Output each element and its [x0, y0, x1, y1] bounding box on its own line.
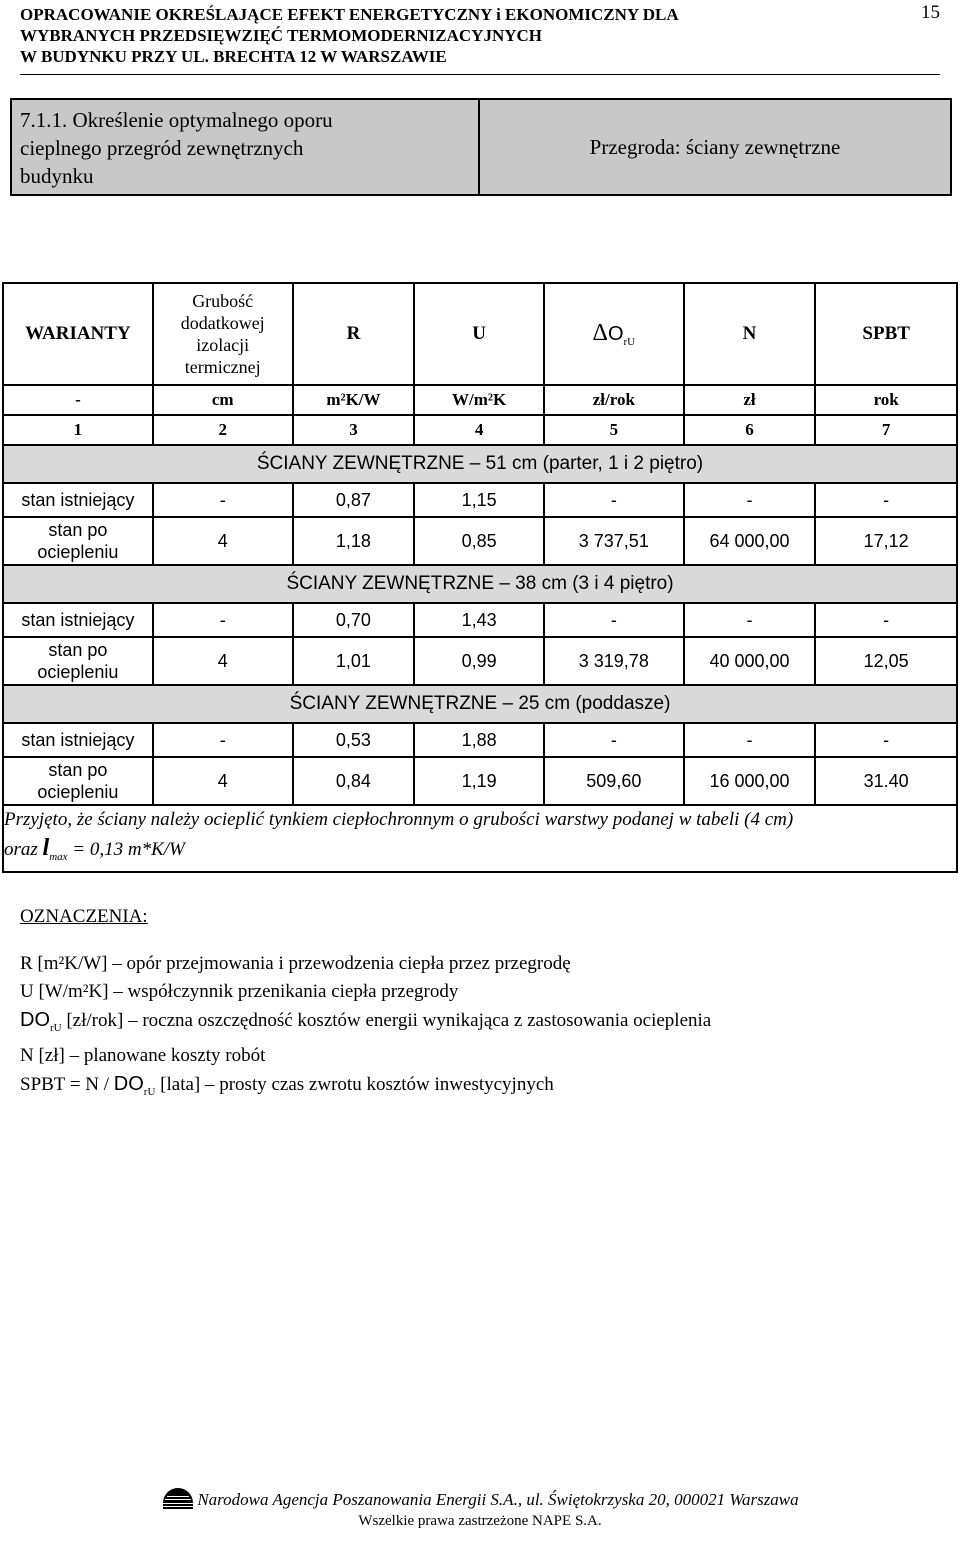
cell-spbt: 17,12	[815, 517, 957, 565]
unit-cell: zł	[684, 385, 816, 415]
row-label: stan istniejący	[3, 483, 153, 517]
footer-line-2: Wszelkie prawa zastrzeżone NAPE S.A.	[358, 1513, 602, 1529]
row-label-line-2: ociepleniu	[37, 782, 119, 802]
row-label-line-2: ociepleniu	[37, 662, 119, 682]
section-row	[3, 565, 957, 603]
delta-symbol: Δ	[592, 320, 608, 347]
document-header-title	[20, 4, 880, 67]
o-subscript: rU	[623, 335, 636, 348]
cell-u: 1,15	[414, 483, 544, 517]
cell-r: 0,84	[293, 757, 415, 805]
table-row-existing	[3, 603, 957, 637]
page-number: 15	[921, 2, 940, 23]
legend-item-n	[20, 1042, 940, 1070]
unit-cell: zł/rok	[544, 385, 684, 415]
cell-r: 0,87	[293, 483, 415, 517]
o-symbol: O	[607, 323, 624, 346]
legend-text: – planowane koszty robót	[64, 1044, 266, 1066]
section-row-title: ŚCIANY ZEWNĘTRZNE – 38 cm (3 i 4 piętro)	[3, 565, 957, 603]
legend-symbol-sub: rU	[50, 1021, 62, 1034]
cell-spbt: -	[815, 603, 957, 637]
units-row	[3, 385, 957, 415]
cell-delta-o: 509,60	[544, 757, 684, 805]
legend-item-spbt	[20, 1070, 940, 1106]
partition-label: Przegroda: ściany zewnętrzne	[589, 134, 841, 159]
legend-symbol: [lata]	[155, 1073, 201, 1095]
legend-symbol: [zł/rok]	[61, 1010, 124, 1031]
column-number: 3	[293, 415, 415, 445]
legend-title: OZNACZENIA:	[20, 906, 148, 927]
unit-cell: W/m²K	[414, 385, 544, 415]
cell-delta-o: -	[544, 483, 684, 517]
note-prefix: oraz	[4, 839, 38, 860]
section-heading-box	[10, 98, 952, 196]
legend-symbol-sub: rU	[143, 1085, 156, 1098]
cell-n: -	[684, 603, 816, 637]
cell-r: 0,53	[293, 723, 415, 757]
grubosc-line-3: izolacji	[196, 335, 250, 355]
footer	[0, 1485, 960, 1530]
table-row-insulated	[3, 637, 957, 685]
column-number: 7	[815, 415, 957, 445]
section-title	[12, 100, 480, 194]
cell-delta-o: -	[544, 603, 684, 637]
note-suffix: = 0,13 m*K/W	[72, 839, 185, 860]
cell-thickness: 4	[153, 757, 293, 805]
grubosc-line-4: termicznej	[184, 357, 261, 377]
cell-u: 1,88	[414, 723, 544, 757]
grubosc-line-2: dodatkowej	[180, 313, 265, 333]
row-label	[3, 637, 153, 685]
row-label	[3, 517, 153, 565]
legend-symbol: U [W/m²K]	[20, 981, 109, 1002]
cell-u: 0,85	[414, 517, 544, 565]
table-row-insulated	[3, 757, 957, 805]
section-row-title: ŚCIANY ZEWNĘTRZNE – 51 cm (parter, 1 i 2 piętro)	[3, 445, 957, 483]
legend-item-delta-o	[20, 1006, 940, 1042]
legend-text: – opór przejmowania i przewodzenia ciepła przez przegrodę	[107, 953, 571, 974]
column-number: 4	[414, 415, 544, 445]
cell-n: -	[684, 483, 816, 517]
legend-text: – roczna oszczędność kosztów energii wynikająca z zastosowania ocieplenia	[123, 1010, 712, 1031]
section-row	[3, 445, 957, 483]
unit-cell: -	[3, 385, 153, 415]
row-label: stan istniejący	[3, 603, 153, 637]
legend-symbol: N [zł]	[20, 1044, 65, 1066]
cell-r: 0,70	[293, 603, 415, 637]
column-number: 2	[153, 415, 293, 445]
row-label-line-1: stan po	[48, 760, 108, 780]
header-line-1: OPRACOWANIE OKREŚLAJĄCE EFEKT ENERGETYCZNY i EKONOMICZNY DLA	[20, 5, 679, 24]
cell-thickness: 4	[153, 637, 293, 685]
header-divider	[20, 74, 940, 75]
row-label	[3, 757, 153, 805]
row-label-line-2: ociepleniu	[37, 542, 119, 562]
cell-u: 0,99	[414, 637, 544, 685]
footer-line-1	[0, 1485, 960, 1511]
legend-symbol-pre: SPBT = N /	[20, 1073, 114, 1095]
table-row-existing	[3, 723, 957, 757]
col-header-grubosc	[153, 283, 293, 385]
legend-item-u	[20, 978, 940, 1006]
table-header-row	[3, 283, 957, 385]
footer-address: Narodowa Agencja Poszanowania Energii S.A., ul. Świętokrzyska 20, 000021 Warszawa	[197, 1490, 799, 1509]
legend-text: – prosty czas zwrotu kosztów inwestycyjnych	[200, 1073, 554, 1095]
table-note	[3, 805, 957, 872]
row-label-line-1: stan po	[48, 520, 108, 540]
cell-spbt: 12,05	[815, 637, 957, 685]
grubosc-line-1: Grubość	[192, 291, 254, 311]
cell-delta-o: 3 319,78	[544, 637, 684, 685]
col-header-r: R	[293, 283, 415, 385]
column-number-row	[3, 415, 957, 445]
cell-thickness: 4	[153, 517, 293, 565]
column-number: 1	[3, 415, 153, 445]
cell-r: 1,18	[293, 517, 415, 565]
legend-text: – współczynnik przenikania ciepła przegrody	[108, 981, 459, 1002]
legend-item-r	[20, 950, 940, 978]
lambda-subscript: max	[49, 850, 68, 863]
col-header-warianty: WARIANTY	[3, 283, 153, 385]
lambda-symbol: l	[42, 835, 50, 861]
unit-cell: cm	[153, 385, 293, 415]
cell-spbt: 31.40	[815, 757, 957, 805]
nape-logo-icon	[161, 1485, 195, 1511]
cell-n: 40 000,00	[684, 637, 816, 685]
cell-thickness: -	[153, 483, 293, 517]
section-row	[3, 685, 957, 723]
table-note-row	[3, 805, 957, 872]
section-row-title: ŚCIANY ZEWNĘTRZNE – 25 cm (poddasze)	[3, 685, 957, 723]
cell-r: 1,01	[293, 637, 415, 685]
cell-thickness: -	[153, 603, 293, 637]
col-header-delta-o	[544, 283, 684, 385]
cell-u: 1,43	[414, 603, 544, 637]
cell-n: 16 000,00	[684, 757, 816, 805]
cell-n: 64 000,00	[684, 517, 816, 565]
thermal-resistance-table	[2, 282, 958, 873]
col-header-u: U	[414, 283, 544, 385]
legend-symbol-big: DO	[113, 1072, 144, 1095]
cell-delta-o: 3 737,51	[544, 517, 684, 565]
row-label-line-1: stan po	[48, 640, 108, 660]
unit-cell: m²K/W	[293, 385, 415, 415]
col-header-n: N	[684, 283, 816, 385]
section-title-line-1: 7.1.1. Określenie optymalnego oporu	[20, 108, 333, 132]
cell-u: 1,19	[414, 757, 544, 805]
col-header-spbt: SPBT	[815, 283, 957, 385]
header-line-2: WYBRANYCH PRZEDSIĘWZIĘĆ TERMOMODERNIZACYJNYCH	[20, 26, 543, 45]
legend	[20, 906, 940, 1106]
cell-thickness: -	[153, 723, 293, 757]
section-title-line-2: cieplnego przegród zewnętrznych	[20, 136, 304, 160]
column-number: 6	[684, 415, 816, 445]
row-label: stan istniejący	[3, 723, 153, 757]
note-line-2	[4, 834, 956, 871]
cell-delta-o: -	[544, 723, 684, 757]
unit-cell: rok	[815, 385, 957, 415]
table-row-existing	[3, 483, 957, 517]
section-title-line-3: budynku	[20, 164, 94, 188]
cell-spbt: -	[815, 483, 957, 517]
legend-symbol: R [m²K/W]	[20, 953, 108, 974]
note-line-1: Przyjęto, że ściany należy ocieplić tynkiem ciepłochronnym o grubości warstwy podanej w tabeli (4 cm)	[4, 809, 794, 830]
legend-symbol-big: DO	[20, 1009, 50, 1031]
cell-spbt: -	[815, 723, 957, 757]
table-row-insulated	[3, 517, 957, 565]
column-number: 5	[544, 415, 684, 445]
header-line-3: W BUDYNKU PRZY UL. BRECHTA 12 W WARSZAWIE	[20, 47, 447, 66]
cell-n: -	[684, 723, 816, 757]
